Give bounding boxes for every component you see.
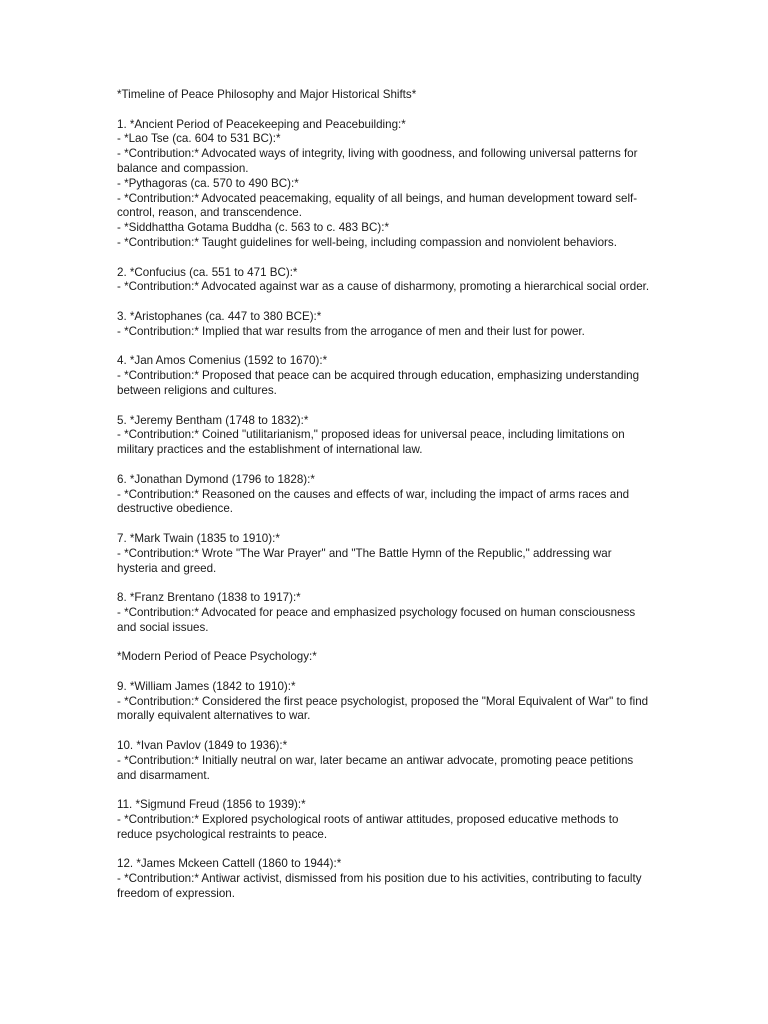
spacer	[117, 399, 653, 414]
entry-contribution-freud: - *Contribution:* Explored psychological roots of antiwar attitudes, proposed educative methods to reduce psychological restraints to peace.	[117, 813, 622, 841]
entry-name-lao-tse: - *Lao Tse (ca. 604 to 531 BC):*	[117, 132, 281, 146]
spacer	[117, 295, 653, 310]
spacer	[117, 576, 653, 591]
entry-contribution-bentham: - *Contribution:* Coined "utilitarianism," proposed ideas for universal peace, including limitations on military practices and the establishment of international law.	[117, 428, 628, 457]
entry-name-buddha: - *Siddhattha Gotama Buddha (c. 563 to c. 483 BC):*	[117, 221, 389, 235]
entry-name-brentano: 8. *Franz Brentano (1838 to 1917):*	[117, 591, 301, 605]
entry-contribution-comenius: - *Contribution:* Proposed that peace can be acquired through education, emphasizing understanding between religions and cultures.	[117, 369, 643, 397]
entry-contribution-confucius: - *Contribution:* Advocated against war as a cause of disharmony, promoting a hierarchical social order.	[117, 280, 650, 294]
entry-name-pythagoras: - *Pythagoras (ca. 570 to 490 BC):*	[117, 176, 299, 190]
document-title: *Timeline of Peace Philosophy and Major Historical Shifts*	[117, 88, 417, 101]
section-heading-modern: *Modern Period of Peace Psychology:*	[117, 650, 317, 664]
spacer	[117, 665, 653, 680]
spacer	[117, 724, 653, 739]
entry-contribution-twain: - *Contribution:* Wrote "The War Prayer" and "The Battle Hymn of the Republic," addressing war hysteria and greed.	[117, 546, 615, 575]
spacer	[117, 517, 653, 532]
entry-name-freud: 11. *Sigmund Freud (1856 to 1939):*	[117, 798, 306, 812]
entry-contribution-cattell: - *Contribution:* Antiwar activist, dismissed from his position due to his activities, contributing to faculty freedom of expression.	[117, 872, 645, 901]
entry-name-cattell: 12. *James Mckeen Cattell (1860 to 1944):*	[117, 857, 342, 871]
spacer	[117, 251, 653, 266]
entry-name-twain: 7. *Mark Twain (1835 to 1910):*	[117, 531, 280, 545]
spacer	[117, 783, 653, 798]
entry-contribution-lao-tse: - *Contribution:* Advocated ways of integrity, living with goodness, and following universal patterns for balance and compassion.	[117, 147, 641, 175]
entry-name-james: 9. *William James (1842 to 1910):*	[117, 679, 296, 693]
spacer	[117, 103, 653, 118]
entry-name-pavlov: 10. *Ivan Pavlov (1849 to 1936):*	[117, 739, 288, 753]
entry-name-bentham: 5. *Jeremy Bentham (1748 to 1832):*	[117, 413, 309, 427]
entry-name-aristophanes: 3. *Aristophanes (ca. 447 to 380 BCE):*	[117, 309, 322, 323]
section-heading-ancient: 1. *Ancient Period of Peacekeeping and Peacebuilding:*	[117, 117, 406, 131]
entry-contribution-aristophanes: - *Contribution:* Implied that war results from the arrogance of men and their lust for power.	[117, 324, 585, 338]
spacer	[117, 458, 653, 473]
entry-name-confucius: 2. *Confucius (ca. 551 to 471 BC):*	[117, 265, 298, 279]
entry-contribution-dymond: - *Contribution:* Reasoned on the causes and effects of war, including the impact of arms races and destructive obedience.	[117, 487, 633, 516]
entry-contribution-pythagoras: - *Contribution:* Advocated peacemaking, equality of all beings, and human development toward self-control, reason, and transcendence.	[117, 191, 638, 220]
entry-contribution-james: - *Contribution:* Considered the first peace psychologist, proposed the "Moral Equivalent of War" to find morally equivalent alternatives to war.	[117, 694, 652, 723]
spacer	[117, 340, 653, 355]
entry-name-comenius: 4. *Jan Amos Comenius (1592 to 1670):*	[117, 354, 328, 368]
document-body	[117, 88, 653, 902]
entry-contribution-brentano: - *Contribution:* Advocated for peace and emphasized psychology focused on human consciousness and social issues.	[117, 605, 639, 634]
spacer	[117, 843, 653, 858]
entry-contribution-pavlov: - *Contribution:* Initially neutral on war, later became an antiwar advocate, promoting peace petitions and disarmament.	[117, 753, 637, 782]
entry-name-dymond: 6. *Jonathan Dymond (1796 to 1828):*	[117, 472, 315, 486]
entry-contribution-buddha: - *Contribution:* Taught guidelines for well-being, including compassion and nonviolent behaviors.	[117, 235, 617, 249]
spacer	[117, 635, 653, 650]
